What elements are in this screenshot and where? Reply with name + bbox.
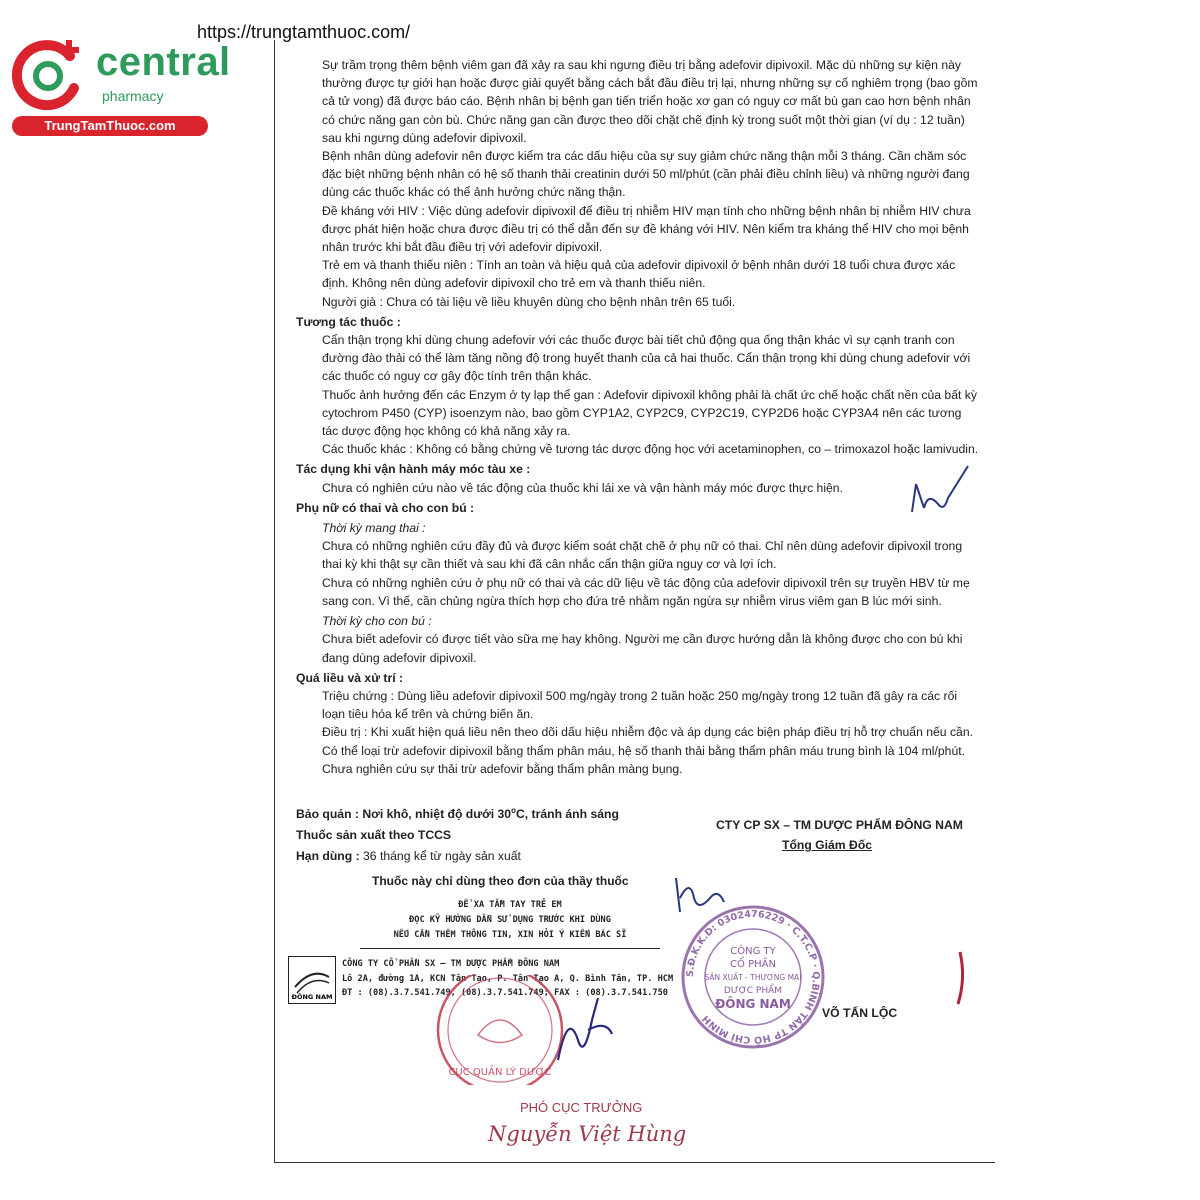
standard-line: Thuốc sản xuất theo TCCS xyxy=(296,828,452,843)
central-pharmacy-logo xyxy=(10,36,231,136)
paragraph: Sự trầm trọng thêm bệnh viêm gan đã xảy ra sau khi ngưng điều trị bằng adefovir dipivoxil. Mặc dù những sự kiện này thường được tự giới hạn hoặc được giải quyết bằng cách bắt đầu điều trị lại, nhưng những sự cố nghiêm trọng (bao gồm cả tử vong) đã được báo cáo. Bệnh nhân bị bệnh gan tiến triển hoặc xơ gan có nguy cơ mất bù gan cao hơn bệnh nhân có chức năng gan còn bù. Chức năng gan cần được theo dõi chặt chẽ định kỳ trong suốt một thời gian (ví dụ : 12 tuần) sau khi ngưng dùng adefovir dipivoxil. xyxy=(322,58,978,145)
manufacturer-line: Lô 2A, đường 1A, KCN Tân Tạo, P. Tân Tạo A, Q. Bình Tân, TP. HCM xyxy=(342,973,674,984)
company-name: CTY CP SX – TM DƯỢC PHẨM ĐÔNG NAM xyxy=(716,818,963,832)
warnings xyxy=(360,898,660,943)
logo-band[interactable]: TrungTamThuoc.com xyxy=(12,116,208,136)
warning-line: NẾU CẦN THÊM THÔNG TIN, XIN HỎI Ý KIẾN BÁC SĨ xyxy=(393,930,627,940)
paragraph: Người già : Chưa có tài liệu về liều khuyên dùng cho bệnh nhân trên 65 tuổi. xyxy=(322,294,736,309)
vice-director-title: PHÓ CỤC TRƯỞNG xyxy=(520,1100,643,1115)
stamp-line: DƯỢC PHẨM xyxy=(723,986,783,996)
expiry-line: Hạn dùng : 36 tháng kể từ ngày sản xuất xyxy=(296,849,521,864)
storage-line: Bảo quản : Nơi khô, nhiệt độ dưới 30$^o$C, tránh ánh sáng xyxy=(296,806,619,822)
stamp-line: CÔNG TY xyxy=(730,946,776,957)
stamp-line: ĐÔNG NAM xyxy=(715,997,791,1011)
paragraph: Chưa có những nghiên cứu đầy đủ và được kiểm soát chặt chẽ ở phụ nữ có thai. Chỉ nên dùng adefovir dipivoxil trong thai kỳ khi thật sự cần thiết và sau khi đã cân nhắc cẩn thận giữa nguy cơ và lợi ích. xyxy=(322,539,963,572)
stamp-line: SẢN XUẤT - THƯƠNG MẠI xyxy=(704,973,802,982)
manufacturer-line: ĐT : (08).3.7.541.749, (08).3.7.541.749; FAX : (08).3.7.541.750 xyxy=(342,988,668,998)
paragraph: Điều trị : Khi xuất hiện quá liều nên theo dõi dấu hiệu nhiễm độc và áp dụng các biện pháp điều trị hỗ trợ chuẩn nếu cần. Có thể loại trừ adefovir dipivoxil bằng thẩm phân máu, hệ số thanh thải bằng thẩm phân máu trung bình là 104 ml/phút. Chưa nghiên cứu sự thải trừ adefovir bằng thẩm phân màng bụng. xyxy=(322,725,973,776)
signature-icon xyxy=(548,990,618,1070)
paragraph: Chưa có những nghiên cứu ở phụ nữ có thai và các dữ liệu về tác động của adefovir dipivoxil trên sự truyền HBV từ mẹ sang con. Vì thế, cần chủng ngừa thích hợp cho đứa trẻ nhằm ngăn ngừa sự nhiễm virus viêm gan B lúc mới sinh. xyxy=(322,575,970,608)
warning-line: ĐỌC KỸ HƯỚNG DẪN SỬ DỤNG TRƯỚC KHI DÙNG xyxy=(409,915,611,925)
company-stamp-icon xyxy=(678,902,828,1052)
manufacturer-line: CÔNG TY CỔ PHẦN SX – TM DƯỢC PHẨM ĐÔNG NAM xyxy=(342,959,560,969)
storage-info xyxy=(296,800,619,867)
manufacturer-logo-text: ĐÔNG NAM xyxy=(291,993,333,1001)
paragraph: Trẻ em và thanh thiếu niên : Tính an toàn và hiệu quả của adefovir dipivoxil ở bệnh nhân dưới 18 tuổi chưa được xác định. Không nên dùng adefovir dipivoxil cho trẻ em và thanh thiếu niên. xyxy=(322,258,956,291)
paragraph: Các thuốc khác : Không có bằng chứng về tương tác dược động học với acetaminophen, co – trimoxazol hoặc lamivudin. xyxy=(322,442,979,457)
signature-initial-icon xyxy=(670,868,730,918)
logo-name: central xyxy=(96,40,231,84)
stamp-line: CỔ PHẦN xyxy=(730,959,776,970)
warning-line: ĐỂ XA TẦM TAY TRẺ EM xyxy=(458,900,562,910)
paragraph: Thuốc ảnh hưởng đến các Enzym ở ty lạp thể gan : Adefovir dipivoxil không phải là chất ức chế hoặc chất nền của bất kỳ cytochrom P450 (CYP) isoenzym nào, bao gồm CYP1A2, CYP2C9, CYP2C19, CYP2D6 hoặc CYP3A4 nên các tương tác dược động học không có khả năng xảy ra. xyxy=(322,387,977,439)
paragraph: Chưa biết adefovir có được tiết vào sữa mẹ hay không. Người mẹ cần được hướng dẫn là không được cho con bú khi đang dùng adefovir dipivoxil. xyxy=(322,632,963,665)
stamp-text: CỤC QUẢN LÝ DƯỢC xyxy=(448,1067,552,1078)
paragraph: Cẩn thận trọng khi dùng chung adefovir với các thuốc được bài tiết chủ động qua ống thận khác vì sự cạnh tranh con đường đào thải có thể làm tăng nồng độ trong huyết thanh của cả hai thuốc. Cẩn thận trọng khi dùng chung adefovir với các thuốc có nguy cơ gây độc tính trên thận khác. xyxy=(322,333,971,384)
section-heading: Quá liều và xử trí : xyxy=(296,670,404,685)
pharmacy-logo-icon xyxy=(10,36,88,114)
handwritten-initial-icon xyxy=(904,462,974,522)
paragraph: Chưa có nghiên cứu nào về tác động của thuốc khi lái xe và vận hành máy móc được thực hiện. xyxy=(322,480,843,495)
section-heading: Tác dụng khi vận hành máy móc tàu xe : xyxy=(296,462,531,477)
source-url[interactable]: https://trungtamthuoc.com/ xyxy=(197,22,411,42)
manufacturer-logo-icon xyxy=(288,956,336,1004)
section-heading: Phụ nữ có thai và cho con bú : xyxy=(296,500,475,515)
paragraph: Bệnh nhân dùng adefovir nên được kiểm tra các dấu hiệu của sự suy giảm chức năng thận mỗi 3 tháng. Cần chăm sóc đặc biệt những bệnh nhân có hệ số thanh thải creatinin dưới 50 ml/phút (cần phải điều chỉnh liều) và những người đang dùng các thuốc khác có thể ảnh hưởng chức năng thận. xyxy=(322,149,970,200)
paragraph: Triệu chứng : Dùng liều adefovir dipivoxil 500 mg/ngày trong 2 tuần hoặc 250 mg/ngày trong 12 tuần đã gây ra các rối loạn tiêu hóa kể trên và chứng biến ăn. xyxy=(322,688,958,722)
prescription-note: Thuốc này chỉ dùng theo đơn của thầy thuốc xyxy=(372,874,629,888)
subheading: Thời kỳ cho con bú : xyxy=(322,614,432,629)
director-title: Tổng Giám Đốc xyxy=(782,838,873,852)
section-heading: Tương tác thuốc : xyxy=(296,314,401,329)
pen-mark-icon xyxy=(950,948,970,1008)
divider xyxy=(360,948,660,949)
paragraph: Đề kháng với HIV : Việc dùng adefovir dipivoxil để điều trị nhiễm HIV mạn tính cho những bệnh nhân bị nhiễm HIV chưa được phát hiện hoặc chưa được điều trị có thể dẫn đến sự đề kháng với HIV. Nên kiểm tra kháng thể HIV cho mọi bệnh nhân trước khi bắt đầu điều trị với adefovir dipivoxil. xyxy=(322,203,971,255)
vice-director-name: Nguyễn Việt Hùng xyxy=(488,1122,687,1146)
document-body xyxy=(296,56,980,778)
subheading: Thời kỳ mang thai : xyxy=(322,521,426,536)
signer-name: VÕ TẤN LỘC xyxy=(822,1006,898,1020)
logo-subtitle: pharmacy xyxy=(102,88,164,104)
stamp-ring-text: S.Đ.K.K.D: 0302476229 · C.T.C.P · Q.BÌNH TÂN TP HỒ CHÍ MINH xyxy=(684,908,822,1046)
